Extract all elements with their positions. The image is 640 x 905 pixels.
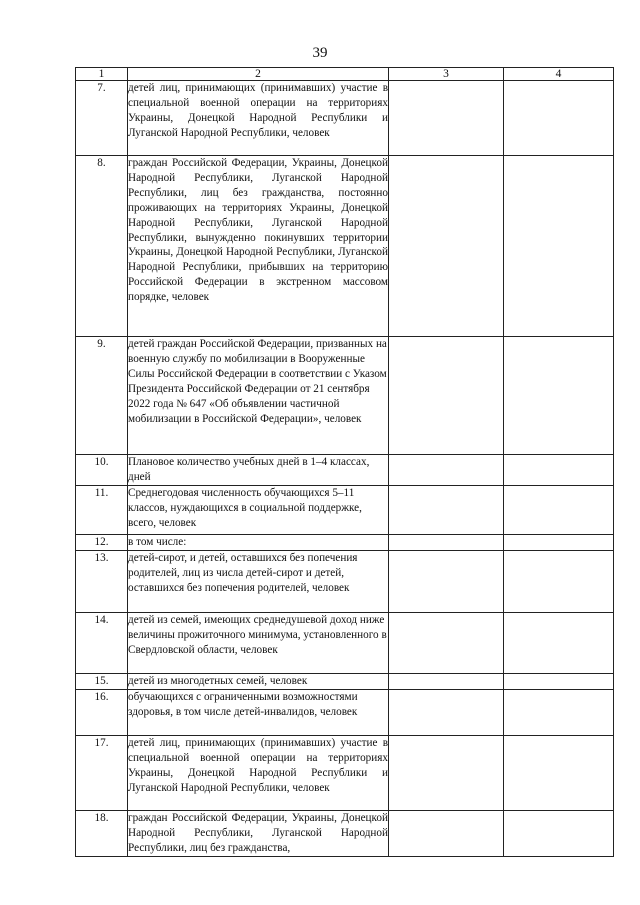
row-number: 14.: [76, 612, 128, 673]
table-row: [76, 535, 614, 551]
row-number: 7.: [76, 81, 128, 156]
value-cell-col4: [504, 673, 614, 689]
value-cell-col4: [504, 810, 614, 856]
value-cell-col4: [504, 689, 614, 735]
row-number: 15.: [76, 673, 128, 689]
table-row: [76, 612, 614, 673]
table-row: [76, 455, 614, 486]
column-header: 3: [389, 68, 504, 81]
value-cell-col3: [389, 550, 504, 612]
table-row: [76, 81, 614, 156]
value-cell-col3: [389, 455, 504, 486]
column-header: 2: [128, 68, 389, 81]
value-cell-col3: [389, 486, 504, 535]
value-cell-col4: [504, 455, 614, 486]
row-number: 18.: [76, 810, 128, 856]
value-cell-col4: [504, 486, 614, 535]
row-description: в том числе:: [128, 535, 389, 551]
row-number: 12.: [76, 535, 128, 551]
row-number: 13.: [76, 550, 128, 612]
row-description: детей из многодетных семей, человек: [128, 673, 389, 689]
row-description: Среднегодовая численность обучающихся 5–11 классов, нуждающихся в социальной поддержке, всего, человек: [128, 486, 389, 535]
value-cell-col3: [389, 673, 504, 689]
value-cell-col3: [389, 810, 504, 856]
row-description: детей лиц, принимающих (принимавших) участие в специальной военной операции на территориях Украины, Донецкой Народной Республики и Луганской Народной Республики, человек: [128, 735, 389, 810]
table-row: [76, 810, 614, 856]
row-number: 11.: [76, 486, 128, 535]
table-row: [76, 673, 614, 689]
row-description: Плановое количество учебных дней в 1–4 классах, дней: [128, 455, 389, 486]
value-cell-col3: [389, 156, 504, 337]
row-description: граждан Российской Федерации, Украины, Донецкой Народной Республики, Луганской Народной Республики, лиц без гражданства,: [128, 810, 389, 856]
row-number: 9.: [76, 337, 128, 455]
table-row: [76, 486, 614, 535]
table-header-row: [76, 68, 614, 81]
value-cell-col4: [504, 612, 614, 673]
table-row: [76, 689, 614, 735]
value-cell-col3: [389, 535, 504, 551]
value-cell-col3: [389, 337, 504, 455]
column-header: 1: [76, 68, 128, 81]
table-row: [76, 337, 614, 455]
row-number: 17.: [76, 735, 128, 810]
row-description: детей-сирот, и детей, оставшихся без попечения родителей, лиц из числа детей-сирот и детей, оставшихся без попечения родителей, человек: [128, 550, 389, 612]
table-row: [76, 735, 614, 810]
page-number: 39: [312, 45, 328, 61]
row-description: обучающихся с ограниченными возможностями здоровья, в том числе детей-инвалидов, человек: [128, 689, 389, 735]
row-number: 8.: [76, 156, 128, 337]
value-cell-col3: [389, 735, 504, 810]
value-cell-col4: [504, 81, 614, 156]
row-description: детей из семей, имеющих среднедушевой доход ниже величины прожиточного минимума, установленного в Свердловской области, человек: [128, 612, 389, 673]
value-cell-col4: [504, 735, 614, 810]
value-cell-col4: [504, 550, 614, 612]
value-cell-col3: [389, 81, 504, 156]
value-cell-col3: [389, 689, 504, 735]
table-row: [76, 156, 614, 337]
value-cell-col4: [504, 535, 614, 551]
row-number: 10.: [76, 455, 128, 486]
data-table: [75, 67, 614, 857]
value-cell-col4: [504, 337, 614, 455]
value-cell-col3: [389, 612, 504, 673]
row-description: детей граждан Российской Федерации, призванных на военную службу по мобилизации в Вооруженные Силы Российской Федерации в соответствии с Указом Президента Российской Федерации от 21 сентября 2022 года № 647 «Об объявлении частичной мобилизации в Российской Федерации», человек: [128, 337, 389, 455]
table-row: [76, 550, 614, 612]
row-description: граждан Российской Федерации, Украины, Донецкой Народной Республики, Луганской Народной Республики, лиц без гражданства, постоянно проживающих на территориях Украины, Донецкой Народной Республики, Луганской Народной Республики, вынужденно покинувших территории Украины, Донецкой Народной Республики, Луганской Народной Республики, прибывших на территорию Российской Федерации в экстренном массовом порядке, человек: [128, 156, 389, 337]
column-header: 4: [504, 68, 614, 81]
row-description: детей лиц, принимающих (принимавших) участие в специальной военной операции на территориях Украины, Донецкой Народной Республики и Луганской Народной Республики, человек: [128, 81, 389, 156]
row-number: 16.: [76, 689, 128, 735]
value-cell-col4: [504, 156, 614, 337]
